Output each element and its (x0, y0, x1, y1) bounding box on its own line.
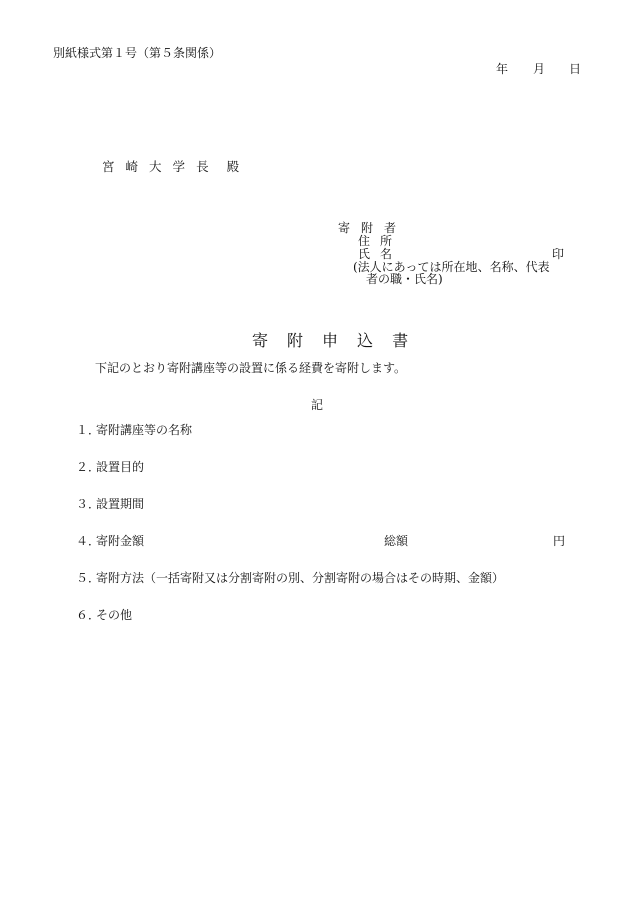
item-text: その他 (96, 608, 133, 622)
donor-address-char: 所 (380, 234, 393, 248)
donor-name-label (358, 248, 392, 260)
donor-label (338, 222, 396, 234)
donor-name-char: 名 (380, 247, 393, 261)
list-item (76, 535, 144, 547)
item-number: ３． (76, 497, 101, 511)
donor-note-line2: 者の職・氏名) (366, 272, 443, 286)
list-item (76, 572, 504, 584)
list-item (76, 498, 144, 510)
yen-unit-label: 円 (553, 534, 566, 548)
item-number: ４． (76, 534, 101, 548)
addressee-char: 大 (149, 159, 162, 174)
donor-label-char: 者 (384, 221, 397, 235)
addressee-char: 長 (196, 159, 209, 174)
date-day-label: 日 (569, 62, 582, 76)
document-title (252, 333, 408, 349)
title-char: 込 (357, 331, 374, 350)
list-item (76, 609, 132, 621)
item-number: ５． (76, 571, 101, 585)
list-item (76, 424, 192, 436)
date-year-label: 年 (496, 62, 509, 76)
title-char: 書 (392, 331, 409, 350)
donor-address-char: 住 (358, 234, 371, 248)
donor-note-line1: (法人にあっては所在地、名称、代表 (353, 260, 550, 274)
title-char: 附 (287, 331, 304, 350)
addressee-char: 学 (172, 159, 186, 174)
item-number: ６． (76, 608, 101, 622)
date-month-label: 月 (533, 62, 546, 76)
addressee-char: 宮 (102, 159, 115, 174)
donor-address-label (358, 235, 392, 247)
item-text: 寄附方法（一括寄附又は分割寄附の別、分割寄附の場合はその時期、金額） (96, 571, 505, 585)
item-text: 設置期間 (96, 497, 145, 511)
donor-name-char: 氏 (358, 247, 371, 261)
item-text: 寄附金額 (96, 534, 145, 548)
donor-label-char: 附 (361, 221, 374, 235)
item-number: ２． (76, 460, 101, 474)
title-char: 寄 (252, 331, 269, 350)
title-char: 申 (322, 331, 339, 350)
item-text: 設置目的 (96, 460, 145, 474)
list-item (76, 461, 144, 473)
item-text: 寄附講座等の名称 (96, 423, 193, 437)
total-amount-label: 総額 (384, 534, 409, 548)
item-number: １． (76, 423, 101, 437)
seal-label: 印 (552, 247, 565, 261)
form-number: 別紙様式第１号（第５条関係） (53, 46, 222, 60)
donor-label-char: 寄 (338, 221, 351, 235)
addressee-honorific: 殿 (226, 159, 240, 174)
intro-text: 下記のとおり寄附講座等の設置に係る経費を寄附します。 (95, 361, 407, 375)
addressee (102, 161, 239, 174)
addressee-char: 崎 (125, 159, 139, 174)
ki-label: 記 (311, 398, 324, 412)
